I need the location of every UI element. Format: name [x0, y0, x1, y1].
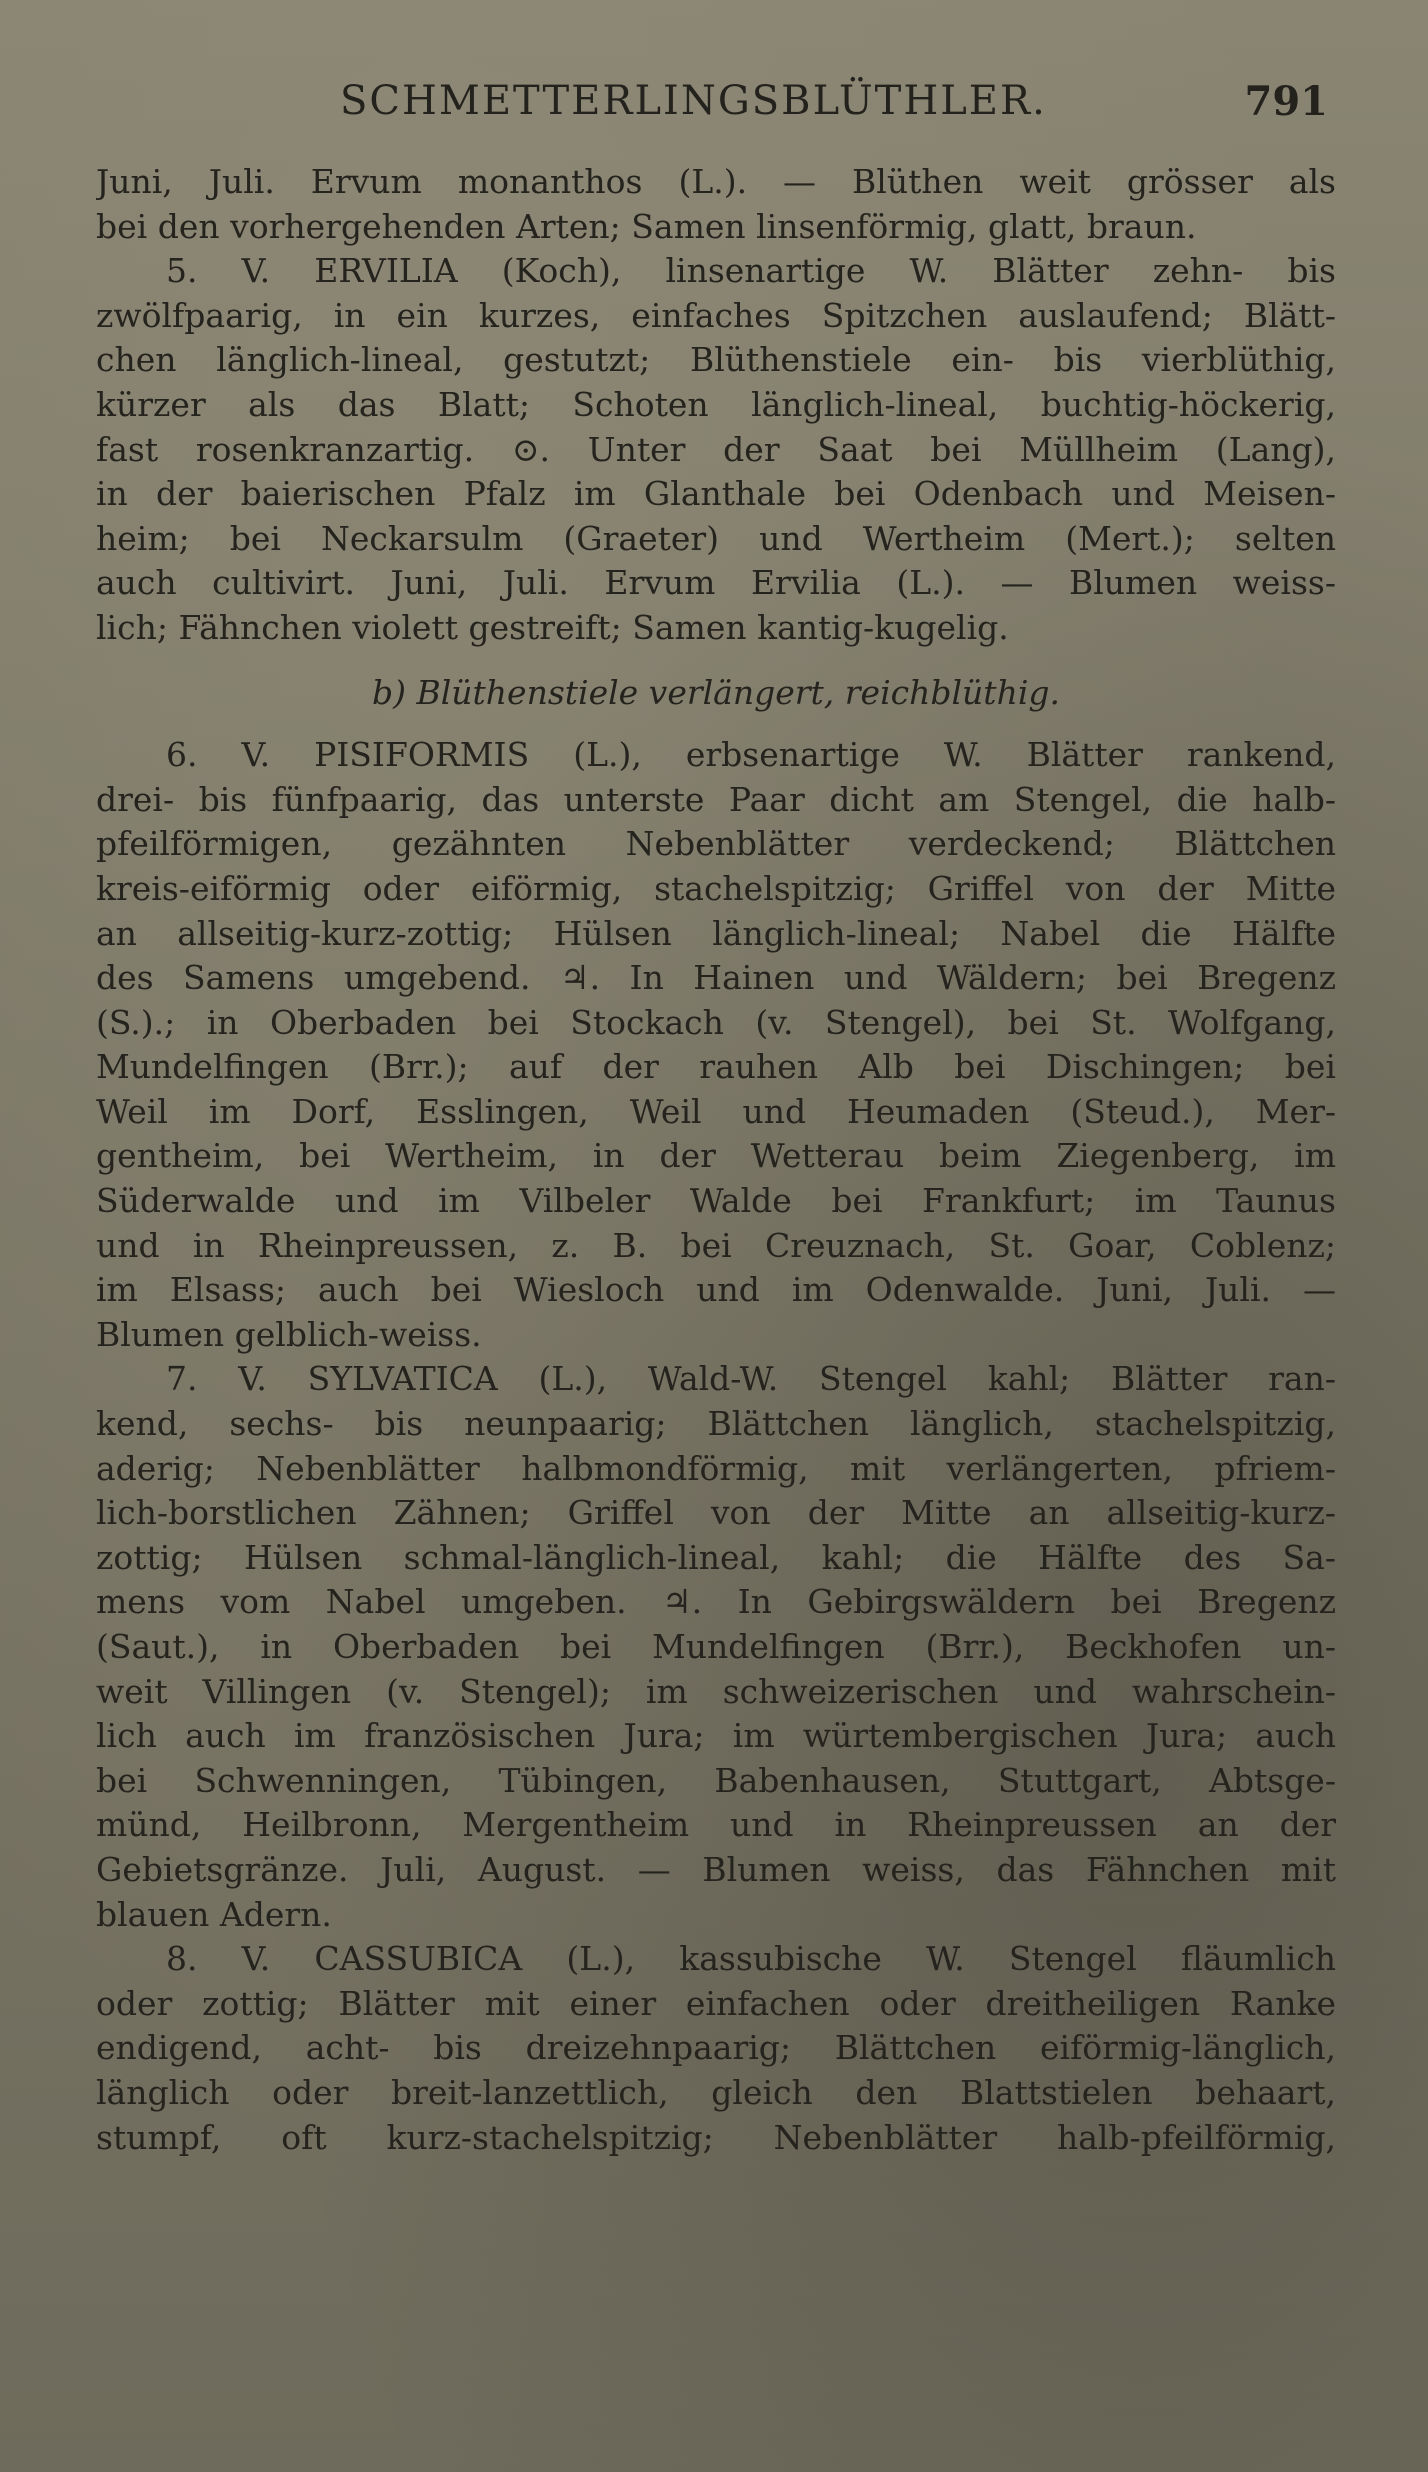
- section-subheading: b) Blüthenstiele verlängert, reichblüthig.: [371, 672, 1060, 712]
- text-line: bei den vorhergehenden Arten; Samen linsenförmig, glatt, braun.: [96, 206, 1197, 246]
- text-line: (S.).; in Oberbaden bei Stockach (v. Stengel), bei St. Wolfgang,: [96, 1002, 1336, 1042]
- text-line: zottig; Hülsen schmal-länglich-lineal, kahl; die Hälfte des Sa-: [96, 1537, 1336, 1577]
- text-line: und in Rheinpreussen, z. B. bei Creuznach, St. Goar, Coblenz;: [96, 1225, 1336, 1265]
- text-line: länglich oder breit-lanzettlich, gleich den Blattstielen behaart,: [96, 2072, 1336, 2112]
- text-line: Weil im Dorf, Esslingen, Weil und Heumaden (Steud.), Mer-: [96, 1091, 1336, 1131]
- text-line: Süderwalde und im Vilbeler Walde bei Frankfurt; im Taunus: [96, 1181, 1336, 1221]
- text-line: zwölfpaarig, in ein kurzes, einfaches Spitzchen auslaufend; Blätt-: [96, 295, 1336, 335]
- body-text: [96, 160, 1336, 2160]
- text-line: 8. V. CASSUBICA (L.), kassubische W. Stengel fläumlich: [166, 1939, 1336, 1979]
- text-line: fast rosenkranzartig. ⊙. Unter der Saat bei Müllheim (Lang),: [96, 429, 1336, 469]
- text-line: stumpf, oft kurz-stachelspitzig; Nebenblätter halb-pfeilförmig,: [96, 2117, 1336, 2157]
- text-line: oder zottig; Blätter mit einer einfachen oder dreitheiligen Ranke: [96, 1983, 1336, 2023]
- text-line: Mundelfingen (Brr.); auf der rauhen Alb bei Dischingen; bei: [96, 1047, 1336, 1087]
- text-line: chen länglich-lineal, gestutzt; Blüthenstiele ein- bis vierblüthig,: [96, 340, 1336, 380]
- text-line: lich auch im französischen Jura; im würtembergischen Jura; auch: [96, 1716, 1336, 1756]
- text-line: kürzer als das Blatt; Schoten länglich-lineal, buchtig-höckerig,: [96, 384, 1336, 424]
- text-line: (Saut.), in Oberbaden bei Mundelfingen (Brr.), Beckhofen un-: [96, 1627, 1336, 1666]
- text-line: 5. V. ERVILIA (Koch), linsenartige W. Blätter zehn- bis: [166, 251, 1336, 291]
- text-line: an allseitig-kurz-zottig; Hülsen länglich-lineal; Nabel die Hälfte: [96, 913, 1336, 953]
- text-line: 6. V. PISIFORMIS (L.), erbsenartige W. Blätter rankend,: [166, 735, 1336, 775]
- page-header: [90, 78, 1328, 138]
- text-line: weit Villingen (v. Stengel); im schweizerischen und wahrschein-: [96, 1671, 1336, 1711]
- text-line: kend, sechs- bis neunpaarig; Blättchen länglich, stachelspitzig,: [96, 1404, 1336, 1444]
- text-line: bei Schwenningen, Tübingen, Babenhausen, Stuttgart, Abtsge-: [96, 1760, 1336, 1800]
- text-line: drei- bis fünfpaarig, das unterste Paar dicht am Stengel, die halb-: [96, 779, 1336, 819]
- text-line: aderig; Nebenblätter halbmondförmig, mit verlängerten, pfriem-: [96, 1448, 1336, 1488]
- running-head: SCHMETTERLINGSBLÜTHLER.: [340, 78, 1047, 124]
- text-line: 7. V. SYLVATICA (L.), Wald-W. Stengel kahl; Blätter ran-: [166, 1359, 1336, 1399]
- page-number: 791: [1244, 78, 1328, 125]
- text-line: Gebietsgränze. Juli, August. — Blumen weiss, das Fähnchen mit: [96, 1849, 1336, 1889]
- text-line: in der baierischen Pfalz im Glanthale bei Odenbach und Meisen-: [96, 474, 1336, 514]
- text-line: des Samens umgebend. ♃. In Hainen und Wäldern; bei Bregenz: [96, 958, 1336, 998]
- text-line: Juni, Juli. Ervum monanthos (L.). — Blüthen weit grösser als: [96, 162, 1336, 201]
- text-line: gentheim, bei Wertheim, in der Wetterau beim Ziegenberg, im: [96, 1136, 1336, 1176]
- text-line: münd, Heilbronn, Mergentheim und in Rheinpreussen an der: [96, 1805, 1336, 1845]
- text-line: blauen Adern.: [96, 1894, 332, 1934]
- text-line: lich; Fähnchen violett gestreift; Samen kantig-kugelig.: [96, 607, 1009, 647]
- text-line: mens vom Nabel umgeben. ♃. In Gebirgswäldern bei Bregenz: [96, 1582, 1336, 1622]
- text-line: pfeilförmigen, gezähnten Nebenblätter verdeckend; Blättchen: [96, 824, 1336, 864]
- text-line: kreis-eiförmig oder eiförmig, stachelspitzig; Griffel von der Mitte: [96, 868, 1336, 908]
- text-line: lich-borstlichen Zähnen; Griffel von der Mitte an allseitig-kurz-: [96, 1493, 1336, 1533]
- text-line: endigend, acht- bis dreizehnpaarig; Blättchen eiförmig-länglich,: [96, 2028, 1336, 2068]
- text-line: Blumen gelblich-weiss.: [96, 1314, 482, 1354]
- text-line: auch cultivirt. Juni, Juli. Ervum Ervilia (L.). — Blumen weiss-: [96, 563, 1336, 603]
- text-line: im Elsass; auch bei Wiesloch und im Odenwalde. Juni, Juli. —: [96, 1270, 1336, 1310]
- text-line: heim; bei Neckarsulm (Graeter) und Wertheim (Mert.); selten: [96, 518, 1336, 558]
